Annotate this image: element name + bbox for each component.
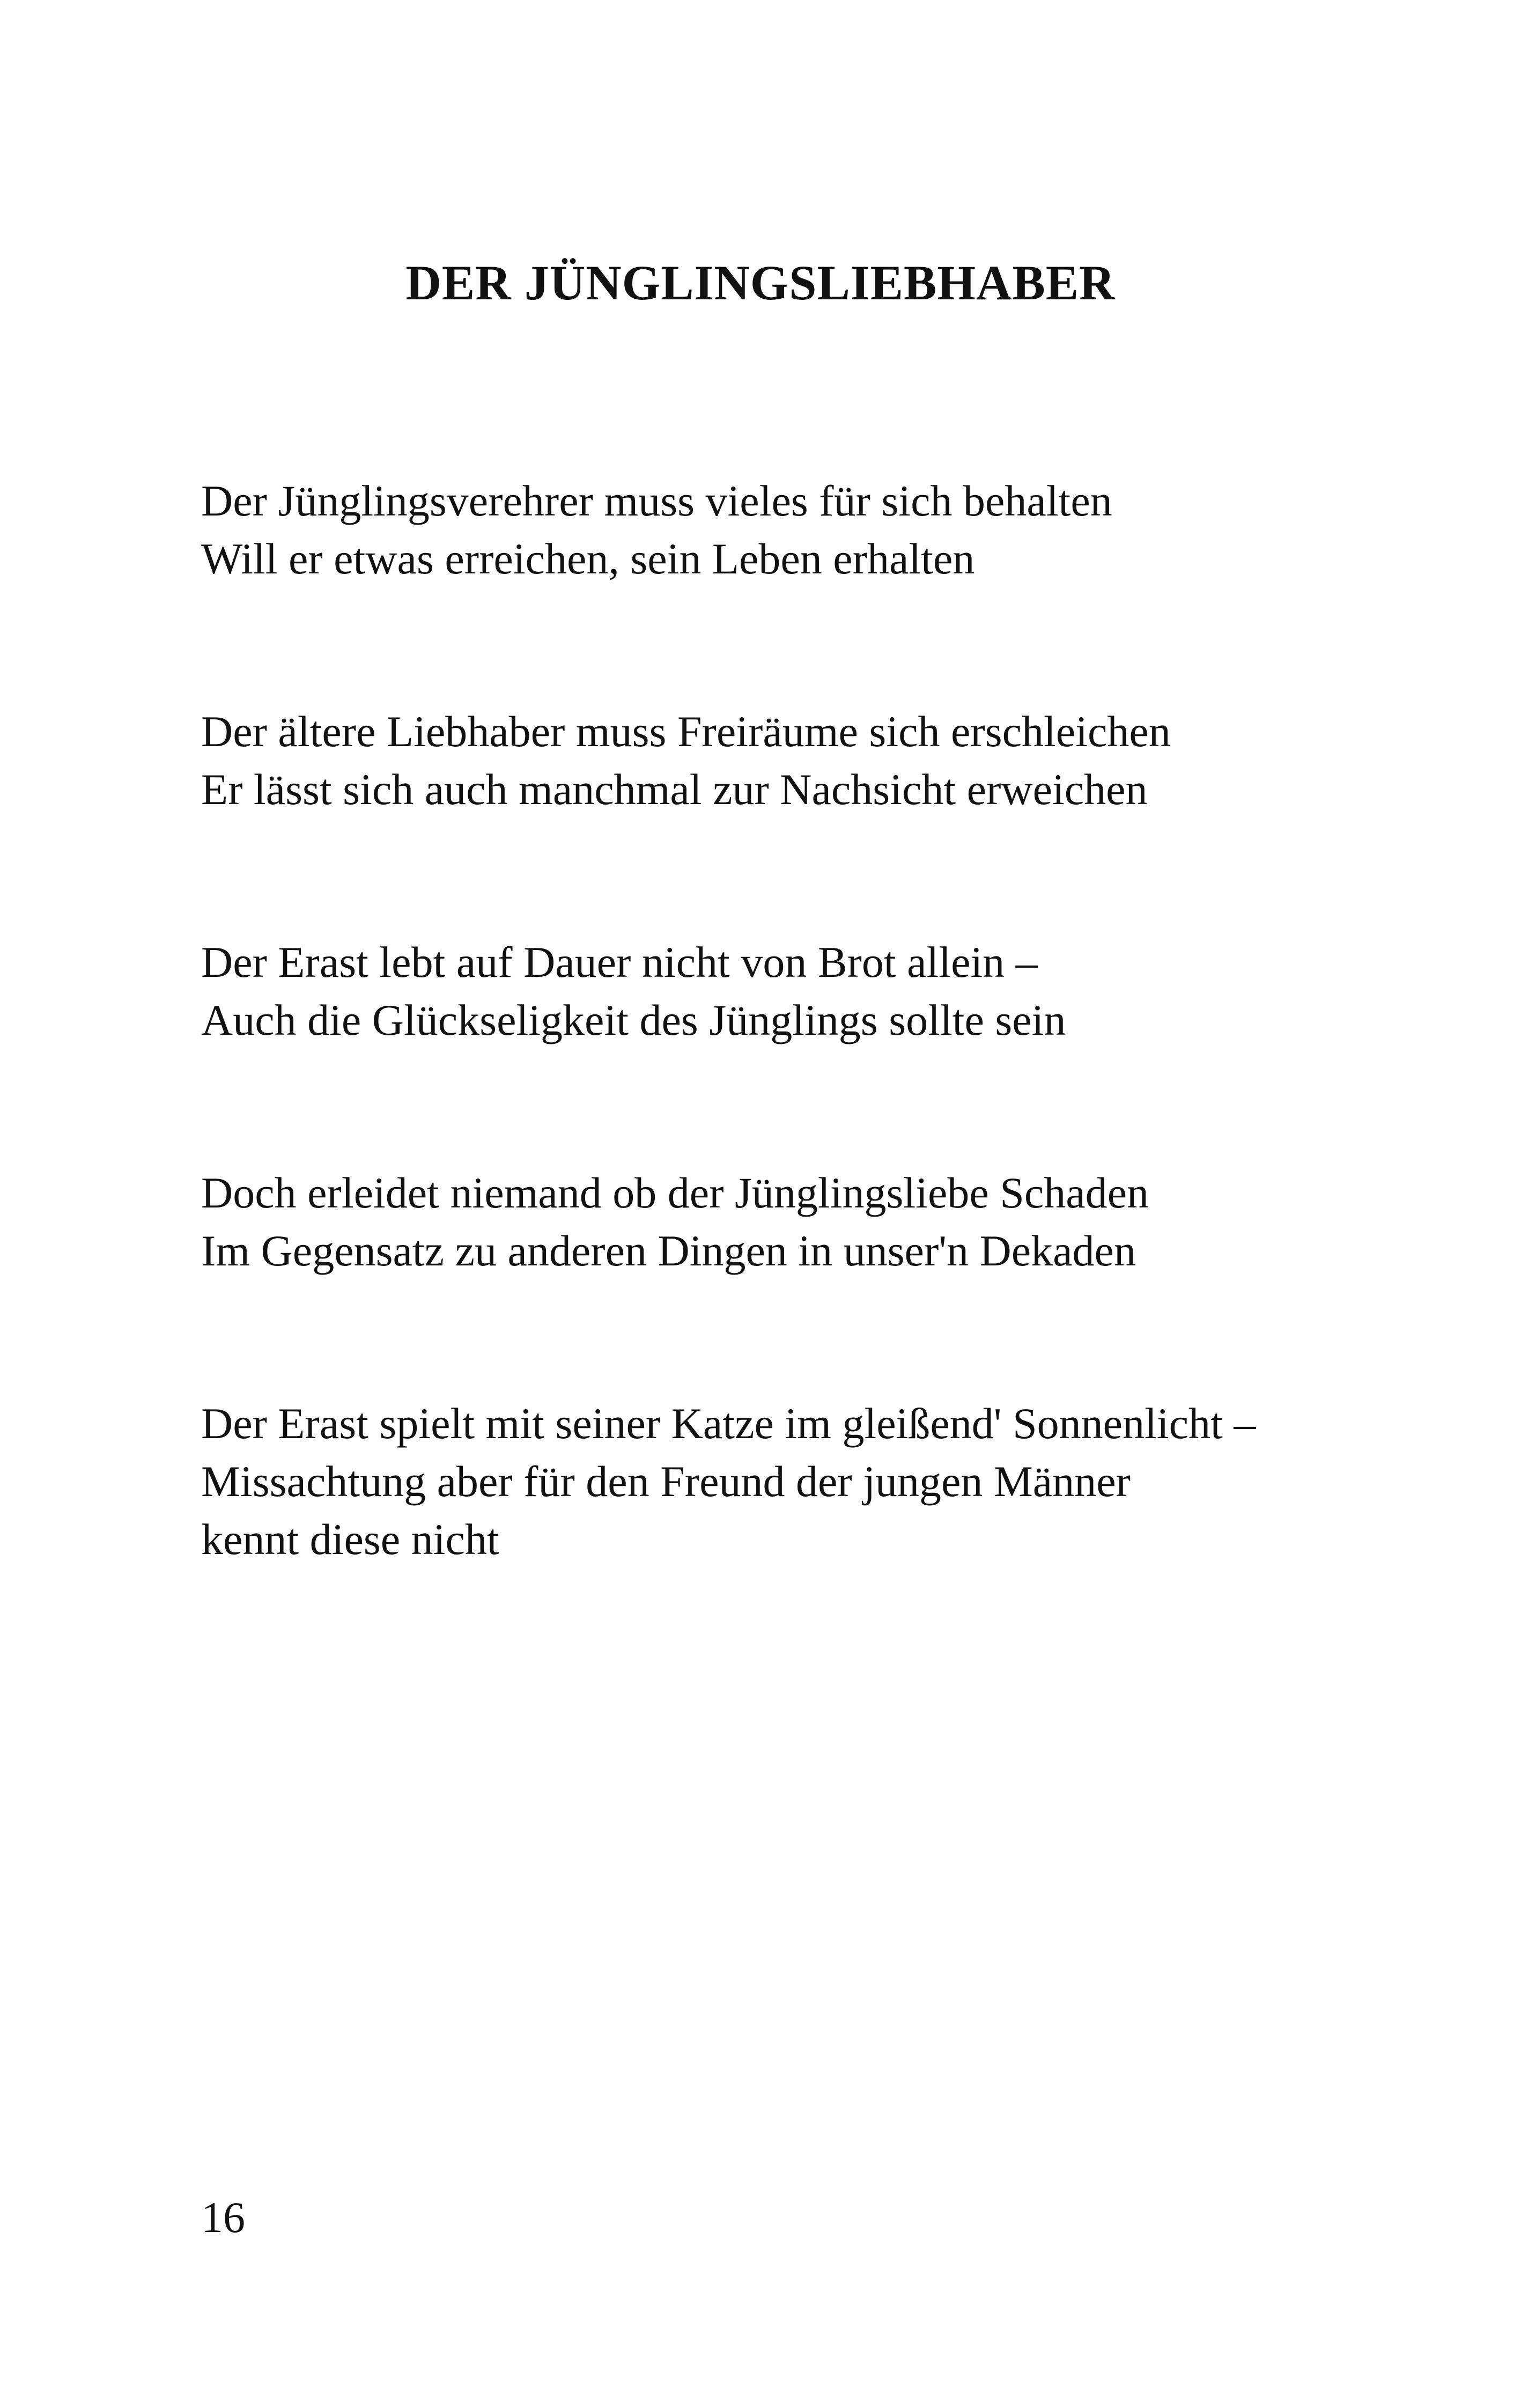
verse-line: Will er etwas erreichen, sein Leben erhalten (201, 534, 975, 583)
page-title: DER JÜNGLINGSLIEBHABER (405, 255, 1116, 310)
verse-line: Doch erleidet niemand ob der Jünglingsliebe Schaden (201, 1168, 1149, 1217)
verse-line: Der Erast lebt auf Dauer nicht von Brot allein – (201, 938, 1038, 986)
verse-line: kennt diese nicht (201, 1515, 499, 1564)
stanza-3 (201, 933, 1381, 1049)
verse-line: Er lässt sich auch manchmal zur Nachsicht erweichen (201, 765, 1148, 814)
verse-line: Im Gegensatz zu anderen Dingen in unser'n Dekaden (201, 1226, 1136, 1275)
verse-line: Der ältere Liebhaber muss Freiräume sich erschleichen (201, 707, 1171, 756)
poem (201, 472, 1381, 1568)
stanza-5 (201, 1395, 1381, 1568)
page-number: 16 (201, 2193, 245, 2242)
stanza-4 (201, 1164, 1381, 1280)
stanza-2 (201, 703, 1381, 819)
verse-line: Der Erast spielt mit seiner Katze im gleißend' Sonnenlicht – (201, 1399, 1256, 1448)
verse-line: Auch die Glückseligkeit des Jünglings sollte sein (201, 996, 1066, 1044)
verse-line: Der Jünglingsverehrer muss vieles für sich behalten (201, 476, 1112, 525)
stanza-1 (201, 472, 1381, 588)
verse-line: Missachtung aber für den Freund der jungen Männer (201, 1457, 1131, 1506)
